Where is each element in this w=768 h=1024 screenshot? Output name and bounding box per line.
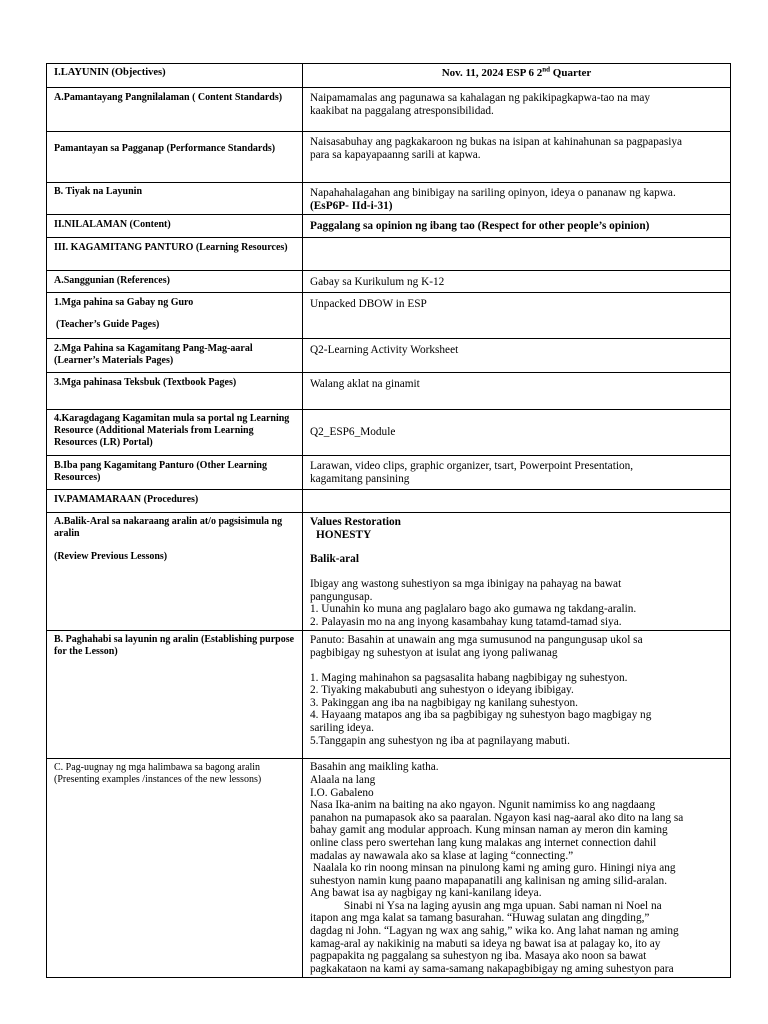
story-line: pagkakataon na kami ay sama-samang nakapagbibigay ng aming suhestyon para — [310, 962, 674, 975]
content-standards-row — [47, 88, 731, 132]
content-value: Paggalang sa opinion ng ibang tao (Respect for other people’s opinion) — [303, 215, 731, 238]
purpose-row — [47, 631, 731, 759]
review-label: A.Balik-Aral sa nakaraang aralin at/o pagsisimula ng aralin — [54, 516, 283, 540]
review-item: 1. Uunahin ko muna ang paglalaro bago ako gumawa ng takdang-aralin. — [310, 603, 637, 616]
teacher-guide-label-en: (Teacher’s Guide Pages) — [56, 319, 160, 331]
story-line: dagdag ni John. “Lagyan ng wax ang sahig,” wika ko. Ang lahat naman ng aming — [310, 925, 679, 938]
learner-materials-value: Q2-Learning Activity Worksheet — [303, 339, 731, 373]
examples-value — [303, 759, 731, 978]
story-line: Basahin ang maikling katha. — [310, 761, 439, 774]
spacer — [310, 566, 723, 578]
performance-standards-label: Pamantayan sa Pagganap (Performance Standards) — [47, 132, 303, 183]
other-resources-row — [47, 456, 731, 490]
teacher-guide-label-cell — [47, 293, 303, 339]
balik-aral-title: Balik-aral — [310, 553, 359, 566]
lesson-plan-page — [46, 63, 731, 978]
specific-objective-label: B. Tiyak na Layunin — [47, 183, 303, 215]
learning-resources-value — [303, 238, 731, 271]
purpose-instruction: Panuto: Basahin at unawain ang mga sumusunod na pangungusap ukol sa pagbibigay ng suhestyon at isulat ang iyong paliwanag — [310, 634, 643, 659]
teacher-guide-value: Unpacked DBOW in ESP — [303, 293, 731, 339]
performance-standards-text: Naisasabuhay ang pagkakaroon ng bukas na isipan at kahinahunan sa pagpapasiya para sa kapayapaanng sarili at kapwa. — [310, 136, 683, 161]
header-left-cell — [47, 64, 303, 88]
procedures-value — [303, 490, 731, 513]
story-line: kamag-aral ay nakikinig na mabuti sa ideya ng bawat isa at palagay ko, ito ay — [310, 937, 661, 950]
teacher-guide-label: 1.Mga pahina sa Gabay ng Guro — [54, 297, 194, 309]
review-item: 2. Palayasin mo na ang inyong kasambahay kung tatamd-tamad siya. — [310, 615, 622, 628]
purpose-item: 3. Pakinggan ang iba na nagbibigay ng kanilang suhestyon. — [310, 696, 578, 709]
honesty-title: HONESTY — [316, 528, 372, 541]
review-label-cell — [47, 513, 303, 631]
story-line: Sinabi ni Ysa na laging ayusin ang mga upuan. Sabi naman ni Noel na — [310, 899, 662, 912]
learner-materials-label: 2.Mga Pahina sa Kagamitang Pang-Mag-aaral (Learner’s Materials Pages) — [47, 339, 303, 373]
specific-objective-value — [303, 183, 731, 215]
story-line: online class pero swertehan lang kung malakas ang internet connection dahil — [310, 836, 657, 849]
story-line: madalas ay nawawala ako sa klase at laging “connecting.” — [310, 849, 574, 862]
learning-resources-label: III. KAGAMITANG PANTURO (Learning Resources) — [47, 238, 303, 271]
specific-objective-row — [47, 183, 731, 215]
content-standards-label: A.Pamantayang Pangnilalaman ( Content Standards) — [47, 88, 303, 132]
story-line: panahon na pumapasok ako sa paaralan. Ngayon kasi nag-aaral ako dito na lang sa — [310, 811, 684, 824]
header-right-cell — [303, 64, 731, 88]
content-row — [47, 215, 731, 238]
content-label: II.NILALAMAN (Content) — [47, 215, 303, 238]
lesson-date-heading — [310, 67, 723, 80]
spacer — [54, 540, 295, 551]
teacher-guide-row — [47, 293, 731, 339]
purpose-item: 4. Hayaang matapos ang iba sa pagbibigay ng suhestyon bago magbigay ng sariling ideya. — [310, 709, 652, 734]
textbook-label: 3.Mga pahinasa Teksbuk (Textbook Pages) — [47, 373, 303, 410]
purpose-item: 1. Maging mahinahon sa pagsasalita habang nagbibigay ng suhestyon. — [310, 671, 628, 684]
story-line: pagpapakita ng paggalang sa suhestyon ng iba. Masaya ako noon sa bawat — [310, 950, 647, 963]
references-value: Gabay sa Kurikulum ng K-12 — [303, 271, 731, 293]
header-row — [47, 64, 731, 88]
textbook-value: Walang aklat na ginamit — [303, 373, 731, 410]
spacer — [310, 541, 723, 553]
story-author: I.O. Gabaleno — [310, 786, 374, 799]
story-line: itapon ang mga kalat sa tamang basurahan. “Huwag sulatan ang dingding,” — [310, 912, 650, 925]
procedures-label: IV.PAMAMARAAN (Procedures) — [47, 490, 303, 513]
performance-standards-row — [47, 132, 731, 183]
story-line: bahay gamit ang modular approach. Kung minsan naman ay meron din kaming — [310, 824, 668, 837]
lr-portal-label: 4.Karagdagang Kagamitan mula sa portal ng Learning Resource (Additional Materials from Learning Resources (LR) Portal) — [47, 410, 303, 456]
performance-standards-value — [303, 132, 731, 183]
review-row — [47, 513, 731, 631]
review-instruction: Ibigay ang wastong suhestiyon sa mga ibinigay na pahayag na bawat pangungusap. — [310, 577, 622, 603]
learning-resources-row — [47, 238, 731, 271]
examples-row — [47, 759, 731, 978]
story-title: Alaala na lang — [310, 773, 376, 786]
references-row — [47, 271, 731, 293]
purpose-item: 2. Tiyaking makabubuti ang suhestyon o ideyang ibibigay. — [310, 684, 574, 697]
spacer — [310, 660, 723, 672]
lr-portal-value: Q2_ESP6_Module — [303, 410, 731, 456]
references-label: A.Sanggunian (References) — [47, 271, 303, 293]
values-restoration-title: Values Restoration — [310, 516, 401, 529]
review-label-en: (Review Previous Lessons) — [54, 551, 168, 563]
quarter-ordinal: nd — [542, 65, 551, 74]
story-line: suhestyon namin kung paano mapapanatili ang kalinisan ng aming silid-aralan. — [310, 874, 668, 887]
other-resources-value — [303, 456, 731, 490]
quarter-text: Quarter — [550, 67, 592, 79]
purpose-value — [303, 631, 731, 759]
content-standards-text: Naipamamalas ang pagunawa sa kahalagan ng pakikipagkapwa-tao na may kaakibat na paggalang atresponsibilidad. — [310, 92, 651, 117]
content-standards-value — [303, 88, 731, 132]
procedures-row — [47, 490, 731, 513]
learner-materials-row — [47, 339, 731, 373]
lesson-plan-table — [46, 63, 731, 978]
lr-portal-row — [47, 410, 731, 456]
purpose-label: B. Paghahabi sa layunin ng aralin (Establishing purpose for the Lesson) — [47, 631, 303, 759]
review-value — [303, 513, 731, 631]
purpose-item: 5.Tanggapin ang suhestyon ng iba at pagnilayang mabuti. — [310, 734, 570, 747]
objectives-heading: I.LAYUNIN (Objectives) — [54, 67, 166, 78]
story-line: Nasa Ika-anim na baiting na ako ngayon. Ngunit namimiss ko ang nagdaang — [310, 799, 656, 812]
story-line: Ang bawat isa ay nagbigay ng kani-kanilang ideya. — [310, 887, 542, 900]
spacer — [54, 309, 295, 319]
examples-label: C. Pag-uugnay ng mga halimbawa sa bagong aralin (Presenting examples /instances of the new lessons) — [47, 759, 303, 978]
other-resources-label: B.Iba pang Kagamitang Panturo (Other Learning Resources) — [47, 456, 303, 490]
other-resources-text: Larawan, video clips, graphic organizer, tsart, Powerpoint Presentation, kagamitang pansining — [310, 460, 634, 485]
textbook-row — [47, 373, 731, 410]
story-line: Naalala ko rin noong minsan na pinulong kami ng aming guro. Hiningi niya ang — [310, 862, 676, 875]
competency-code: (EsP6P- IId-i-31) — [310, 199, 393, 212]
date-subject-text: Nov. 11, 2024 ESP 6 2 — [441, 67, 543, 79]
specific-objective-text: Napahahalagahan ang binibigay na sariling opinyon, ideya o pananaw ng kapwa. — [310, 187, 676, 199]
